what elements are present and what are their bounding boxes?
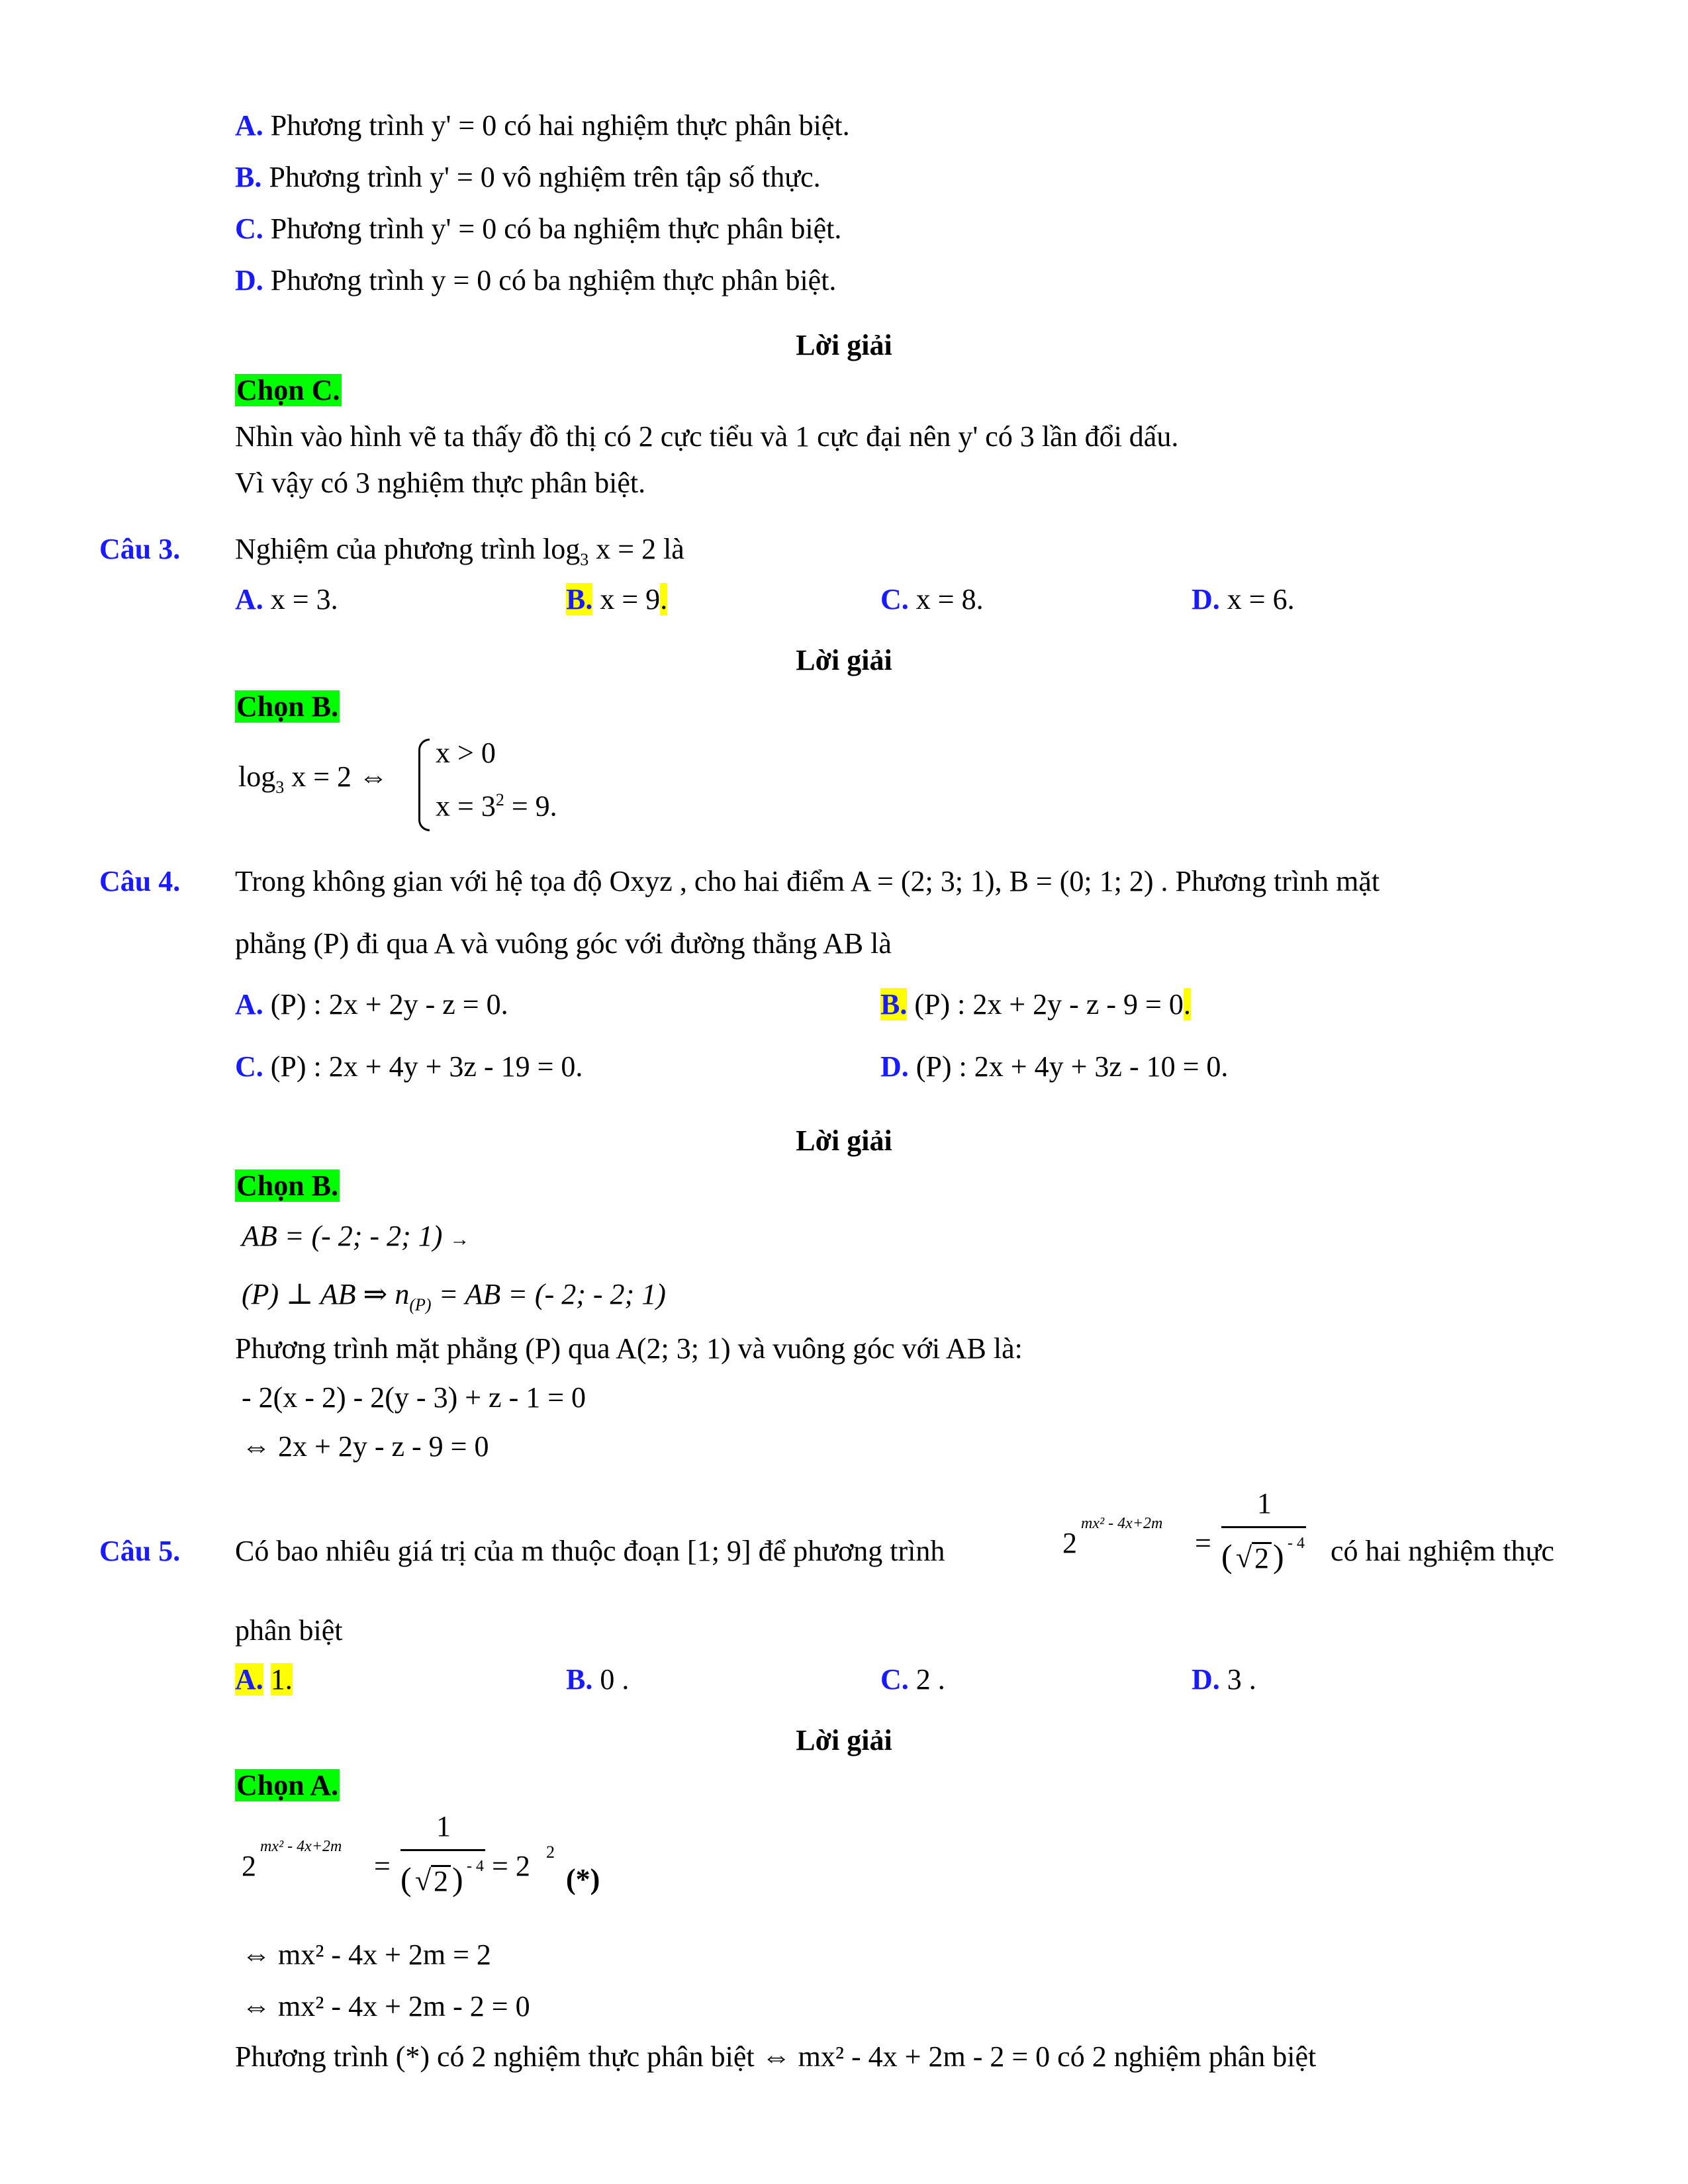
q5-solution-line3: ⇔ mx² - 4x + 2m - 2 = 0 (242, 1990, 530, 2023)
q3-option-b: B. x = 9. (566, 583, 668, 615)
q3-option-a: A. x = 3. (235, 583, 338, 615)
q3-option-d: D. x = 6. (1192, 583, 1295, 615)
q5-stem-pre: Có bao nhiêu giá trị của m thuộc đoạn [1; 9] để phương trình (235, 1535, 945, 1567)
q2-option-d: D. Phương trình y = 0 có ba nghiệm thực phân biệt. (235, 264, 837, 296)
q2-solution-line1: Nhìn vào hình vẽ ta thấy đồ thị có 2 cực tiểu và 1 cực đại nên y' có 3 lần đổi dấu. (235, 420, 1179, 453)
q5-stem-line2: phân biệt (235, 1614, 343, 1647)
q5-option-a: A. 1. (235, 1663, 293, 1696)
q2-choice-badge: Chọn C. (236, 374, 340, 406)
q4-solution-line5: ⇔ 2x + 2y - z - 9 = 0 (242, 1430, 489, 1463)
q3-label: Câu 3. (99, 533, 181, 565)
q5-option-b: B. 0 . (566, 1663, 630, 1696)
q5-solution-line2: ⇔ mx² - 4x + 2m = 2 (242, 1938, 491, 1971)
q4-option-d: D. (P) : 2x + 4y + 3z - 10 = 0. (880, 1050, 1229, 1083)
q5-option-d: D. 3 . (1192, 1663, 1256, 1696)
q2-solution-line2: Vì vậy có 3 nghiệm thực phân biệt. (235, 467, 646, 499)
q4-solution-heading: Lời giải (796, 1124, 892, 1157)
q4-solution-line1: AB = (- 2; - 2; 1) → (242, 1220, 470, 1252)
q3-solution-log: $\log_3 x = 2$ ⇔ (238, 760, 389, 797)
q2-option-c: C. Phương trình y' = 0 có ba nghiệm thực phân biệt. (235, 212, 842, 245)
q3-solution-heading: Lời giải (796, 644, 892, 676)
q2-solution-heading: Lời giải (796, 329, 892, 361)
q4-choice-badge: Chọn B. (236, 1169, 339, 1202)
q4-label: Câu 4. (99, 865, 181, 897)
q3-option-c: C. x = 8. (880, 583, 984, 615)
q5-solution-heading: Lời giải (796, 1724, 892, 1756)
q4-solution-line3: Phương trình mặt phẳng (P) qua A(2; 3; 1) và vuông góc với AB là: (235, 1332, 1023, 1365)
q2-option-b: B. Phương trình y' = 0 vô nghiệm trên tập số thực. (235, 161, 821, 193)
q5-option-c: C. 2 . (880, 1663, 945, 1696)
q5-solution-line4: Phương trình (*) có 2 nghiệm thực phân biệt ⇔ mx² - 4x + 2m - 2 = 0 có 2 nghiệm phân biệt (235, 2040, 1317, 2073)
q3-stem: Nghiệm của phương trình $\log_3 x = 2$ là (235, 533, 684, 569)
q4-stem-line2: phẳng (P) đi qua A và vuông góc với đường thẳng AB là (235, 927, 892, 960)
q4-option-a: A. (P) : 2x + 2y - z = 0. (235, 988, 508, 1021)
q4-solution-line4: - 2(x - 2) - 2(y - 3) + z - 1 = 0 (242, 1381, 586, 1414)
q4-stem-line1: Trong không gian với hệ tọa độ Oxyz , cho hai điểm A = (2; 3; 1), B = (0; 1; 2) . Phương trình mặt (235, 865, 1380, 897)
q2-option-a: A. Phương trình y' = 0 có hai nghiệm thực phân biệt. (235, 109, 850, 142)
q5-solution-equation: 2 mx² - 4x+2m = 1 ( √ 2 ) - 4 = 2 2 (*) (242, 1810, 600, 1897)
q5-label: Câu 5. (99, 1535, 181, 1567)
q3-choice-badge: Chọn B. (236, 690, 339, 723)
q4-solution-line2: (P) ⊥ AB ⇒ $n_{(P)}$ = AB = (- 2; - 2; 1) (242, 1278, 666, 1314)
q5-choice-badge: Chọn A. (236, 1769, 339, 1801)
q4-option-b: B. (P) : 2x + 2y - z - 9 = 0. (880, 988, 1191, 1021)
q5-stem-post: có hai nghiệm thực (1331, 1535, 1554, 1567)
q4-option-c: C. (P) : 2x + 4y + 3z - 19 = 0. (235, 1050, 583, 1083)
